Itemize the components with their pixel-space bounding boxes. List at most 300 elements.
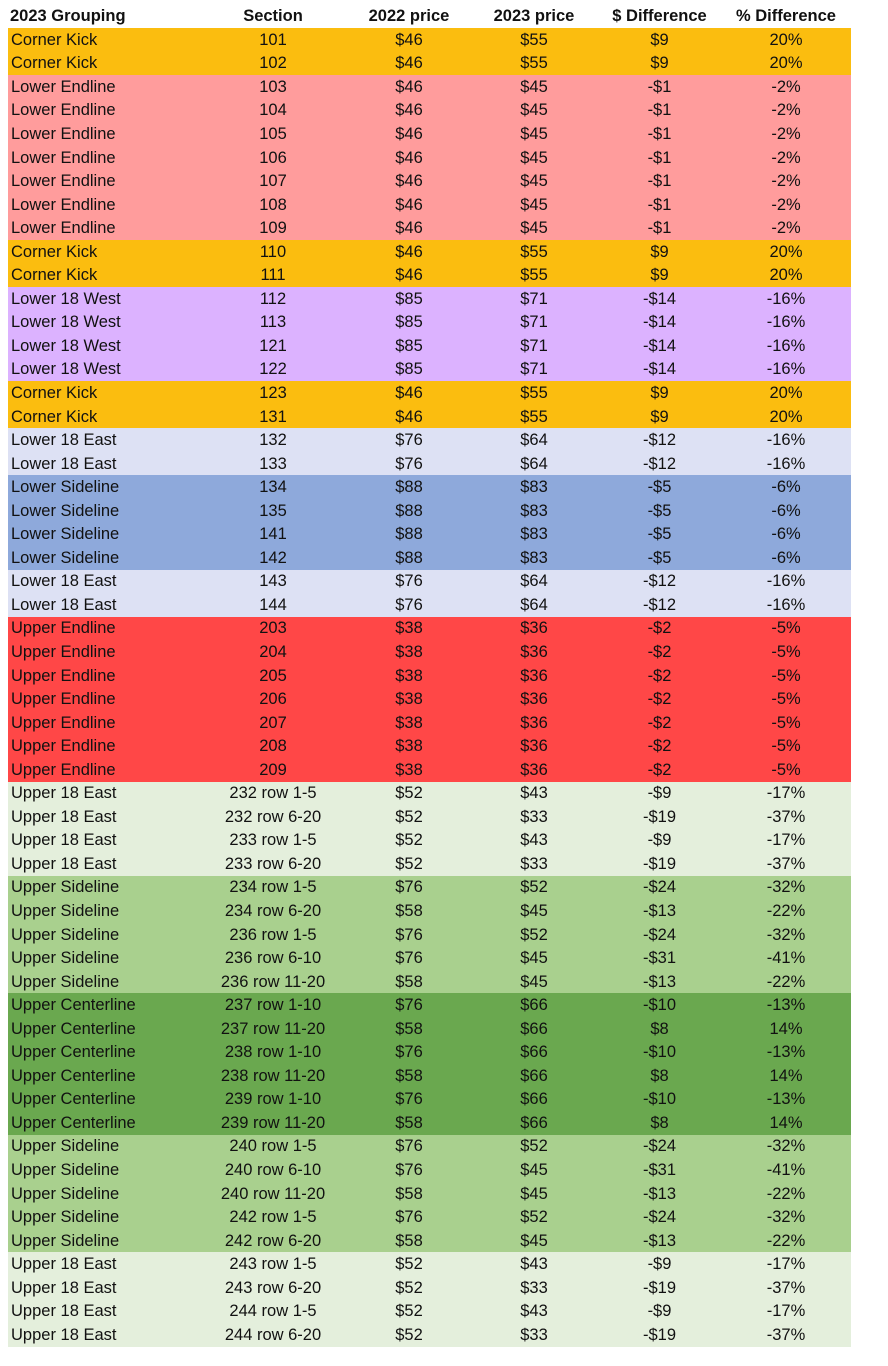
cell-2022-price: $58 xyxy=(395,902,423,920)
cell-dollar-difference: -$14 xyxy=(642,313,677,332)
table-row xyxy=(8,1182,851,1206)
cell-grouping: Lower 18 East xyxy=(11,454,117,473)
cell-2023-price: $66 xyxy=(520,1113,548,1132)
cell-2022-price: $76 xyxy=(395,925,423,944)
cell-2022-price: $76 xyxy=(395,1161,423,1180)
cell-section: 101 xyxy=(259,30,287,49)
table-row xyxy=(8,1205,851,1229)
cell-2022-price: $38 xyxy=(395,737,423,756)
cell-section: 111 xyxy=(260,266,286,285)
cell-grouping: Upper Endline xyxy=(11,713,116,732)
cell-2022-price: $76 xyxy=(395,1208,423,1227)
cell-dollar-difference: -$2 xyxy=(647,737,672,756)
cell-dollar-difference: -$1 xyxy=(647,148,672,167)
cell-section: 232 row 6-20 xyxy=(224,807,322,826)
cell-grouping: Lower Endline xyxy=(11,124,116,143)
cell-section: 134 xyxy=(259,478,287,497)
cell-section: 240 row 6-10 xyxy=(224,1161,322,1180)
cell-dollar-difference: -$9 xyxy=(647,1255,672,1274)
cell-section: 135 xyxy=(259,501,287,520)
cell-2022-price: $46 xyxy=(395,30,423,49)
cell-2023-price: $66 xyxy=(520,1066,548,1085)
cell-percent-difference: -2% xyxy=(771,195,801,214)
cell-2023-price: $45 xyxy=(520,101,548,120)
cell-percent-difference: -2% xyxy=(771,219,801,238)
table-row xyxy=(8,452,851,476)
cell-2022-price: $52 xyxy=(395,807,423,826)
cell-2022-price: $88 xyxy=(395,548,423,567)
cell-section: 232 row 1-5 xyxy=(229,784,317,803)
table-row xyxy=(8,876,851,900)
cell-2022-price: $76 xyxy=(395,431,423,450)
table-row xyxy=(8,782,851,806)
cell-section: 206 xyxy=(259,690,287,709)
cell-section: 203 xyxy=(259,619,287,638)
cell-percent-difference: 20% xyxy=(769,407,803,426)
cell-2022-price: $76 xyxy=(395,1043,423,1062)
cell-dollar-difference: $9 xyxy=(650,30,669,49)
cell-dollar-difference: $9 xyxy=(650,242,669,261)
cell-2023-price: $43 xyxy=(520,1255,548,1274)
cell-percent-difference: -5% xyxy=(771,642,801,661)
cell-grouping: Upper Centerline xyxy=(11,1113,136,1132)
cell-2022-price: $88 xyxy=(395,501,423,520)
cell-section: 237 row 1-10 xyxy=(224,996,322,1015)
cell-2023-price: $36 xyxy=(520,666,548,685)
cell-2022-price: $58 xyxy=(395,1231,423,1250)
cell-percent-difference: 14% xyxy=(769,1066,803,1085)
cell-2023-price: $36 xyxy=(520,619,548,638)
cell-grouping: Corner Kick xyxy=(11,30,98,49)
cell-dollar-difference: -$13 xyxy=(642,902,677,920)
cell-2022-price: $58 xyxy=(395,1019,423,1038)
cell-2023-price: $45 xyxy=(520,219,548,238)
table-row xyxy=(8,381,851,405)
cell-2022-price: $46 xyxy=(395,242,423,261)
cell-grouping: Lower Sideline xyxy=(11,525,120,544)
price-table xyxy=(8,4,851,1347)
cell-section: 106 xyxy=(259,148,287,167)
cell-section: 132 xyxy=(259,431,287,450)
cell-percent-difference: -13% xyxy=(766,1043,806,1062)
cell-dollar-difference: -$2 xyxy=(647,642,672,661)
cell-dollar-difference: -$9 xyxy=(647,1302,672,1321)
cell-dollar-difference: -$10 xyxy=(642,1043,677,1062)
header-percent-difference: % Difference xyxy=(721,4,851,28)
cell-dollar-difference: $9 xyxy=(650,266,669,285)
table-row xyxy=(8,852,851,876)
cell-dollar-difference: -$12 xyxy=(642,595,677,614)
cell-percent-difference: -37% xyxy=(766,807,806,826)
cell-dollar-difference: -$5 xyxy=(647,525,672,544)
cell-section: 243 row 6-20 xyxy=(224,1278,322,1297)
cell-grouping: Upper 18 East xyxy=(11,831,117,850)
cell-section: 142 xyxy=(259,548,287,567)
cell-section: 133 xyxy=(259,454,287,473)
cell-percent-difference: -2% xyxy=(771,172,801,191)
cell-grouping: Upper 18 East xyxy=(11,1302,117,1321)
cell-percent-difference: -17% xyxy=(766,831,806,850)
cell-2023-price: $64 xyxy=(520,572,548,591)
cell-grouping: Upper 18 East xyxy=(11,1278,117,1297)
cell-2023-price: $55 xyxy=(520,30,548,49)
cell-grouping: Lower Sideline xyxy=(11,501,120,520)
cell-2023-price: $45 xyxy=(520,148,548,167)
cell-dollar-difference: -$12 xyxy=(642,572,677,591)
table-row xyxy=(8,52,851,76)
cell-2023-price: $66 xyxy=(520,1043,548,1062)
cell-dollar-difference: $9 xyxy=(650,54,669,73)
cell-percent-difference: -37% xyxy=(766,1325,806,1344)
cell-dollar-difference: -$10 xyxy=(642,1090,677,1109)
cell-percent-difference: -2% xyxy=(771,124,801,143)
cell-2023-price: $52 xyxy=(520,1137,548,1156)
cell-2022-price: $46 xyxy=(395,101,423,120)
cell-2022-price: $46 xyxy=(395,54,423,73)
table-row xyxy=(8,334,851,358)
header-2022-price: 2022 price xyxy=(348,4,470,28)
table-row xyxy=(8,75,851,99)
cell-grouping: Upper Endline xyxy=(11,690,116,709)
cell-grouping: Upper Endline xyxy=(11,760,116,779)
cell-2023-price: $66 xyxy=(520,1019,548,1038)
cell-2022-price: $52 xyxy=(395,1278,423,1297)
table-row xyxy=(8,1229,851,1253)
cell-percent-difference: -6% xyxy=(771,525,801,544)
cell-2022-price: $88 xyxy=(395,478,423,497)
cell-dollar-difference: -$12 xyxy=(642,431,677,450)
cell-2022-price: $76 xyxy=(395,996,423,1015)
cell-2022-price: $76 xyxy=(395,1137,423,1156)
cell-section: 244 row 1-5 xyxy=(229,1302,317,1321)
header-2023-price: 2023 price xyxy=(470,4,598,28)
cell-grouping: Lower 18 East xyxy=(11,431,117,450)
header-grouping: 2023 Grouping xyxy=(8,4,198,28)
cell-section: 122 xyxy=(259,360,287,379)
cell-grouping: Lower 18 East xyxy=(11,572,117,591)
cell-dollar-difference: -$13 xyxy=(642,1184,677,1203)
cell-2023-price: $36 xyxy=(520,737,548,756)
cell-percent-difference: -32% xyxy=(766,925,806,944)
cell-grouping: Lower Endline xyxy=(11,77,116,96)
cell-dollar-difference: -$14 xyxy=(642,336,677,355)
cell-grouping: Upper 18 East xyxy=(11,1255,117,1274)
table-row xyxy=(8,122,851,146)
cell-percent-difference: -17% xyxy=(766,784,806,803)
cell-dollar-difference: -$1 xyxy=(647,77,672,96)
cell-section: 109 xyxy=(259,219,287,238)
cell-dollar-difference: -$2 xyxy=(647,619,672,638)
cell-dollar-difference: -$2 xyxy=(647,760,672,779)
cell-percent-difference: -5% xyxy=(771,760,801,779)
cell-dollar-difference: -$31 xyxy=(642,1161,677,1180)
cell-grouping: Upper Endline xyxy=(11,737,116,756)
cell-dollar-difference: -$1 xyxy=(647,124,672,143)
cell-2022-price: $76 xyxy=(395,595,423,614)
cell-2022-price: $38 xyxy=(395,666,423,685)
cell-dollar-difference: -$5 xyxy=(647,501,672,520)
cell-2023-price: $43 xyxy=(520,1302,548,1321)
cell-2023-price: $33 xyxy=(520,807,548,826)
cell-section: 204 xyxy=(259,642,287,661)
cell-section: 112 xyxy=(259,289,287,308)
cell-2022-price: $52 xyxy=(395,831,423,850)
cell-percent-difference: -16% xyxy=(766,313,806,332)
cell-2022-price: $46 xyxy=(395,124,423,143)
cell-2023-price: $55 xyxy=(520,383,548,402)
cell-grouping: Lower Endline xyxy=(11,101,116,120)
cell-dollar-difference: -$1 xyxy=(647,101,672,120)
cell-section: 143 xyxy=(259,572,287,591)
cell-section: 108 xyxy=(259,195,287,214)
table-row xyxy=(8,28,851,52)
cell-grouping: Upper Centerline xyxy=(11,1066,136,1085)
cell-grouping: Upper Sideline xyxy=(11,902,120,920)
cell-dollar-difference: -$12 xyxy=(642,454,677,473)
cell-2023-price: $45 xyxy=(520,195,548,214)
cell-2022-price: $52 xyxy=(395,854,423,873)
table-row xyxy=(8,1252,851,1276)
cell-dollar-difference: -$5 xyxy=(647,548,672,567)
cell-percent-difference: -6% xyxy=(771,548,801,567)
cell-2023-price: $55 xyxy=(520,242,548,261)
cell-percent-difference: -22% xyxy=(766,972,806,991)
cell-2022-price: $52 xyxy=(395,1302,423,1321)
cell-percent-difference: -37% xyxy=(766,854,806,873)
cell-section: 110 xyxy=(259,242,287,261)
cell-percent-difference: -5% xyxy=(771,666,801,685)
cell-2023-price: $64 xyxy=(520,454,548,473)
table-row xyxy=(8,146,851,170)
cell-section: 121 xyxy=(259,336,287,355)
cell-grouping: Upper Sideline xyxy=(11,972,120,991)
table-row xyxy=(8,240,851,264)
cell-percent-difference: -13% xyxy=(766,1090,806,1109)
cell-section: 238 row 11-20 xyxy=(220,1066,326,1085)
cell-2023-price: $64 xyxy=(520,431,548,450)
cell-section: 113 xyxy=(259,313,287,332)
table-row xyxy=(8,946,851,970)
cell-2023-price: $45 xyxy=(520,902,548,920)
cell-grouping: Lower Sideline xyxy=(11,548,120,567)
cell-dollar-difference: -$14 xyxy=(642,360,677,379)
cell-grouping: Upper 18 East xyxy=(11,807,117,826)
cell-section: 234 row 1-5 xyxy=(229,878,317,897)
cell-percent-difference: -2% xyxy=(771,148,801,167)
cell-dollar-difference: -$14 xyxy=(642,289,677,308)
cell-grouping: Lower 18 West xyxy=(11,289,121,308)
cell-2023-price: $36 xyxy=(520,690,548,709)
cell-grouping: Upper Sideline xyxy=(11,949,120,968)
cell-grouping: Corner Kick xyxy=(11,266,98,285)
cell-2022-price: $58 xyxy=(395,1184,423,1203)
cell-percent-difference: -5% xyxy=(771,713,801,732)
cell-2022-price: $46 xyxy=(395,219,423,238)
cell-section: 102 xyxy=(259,54,287,73)
cell-2022-price: $38 xyxy=(395,713,423,732)
cell-section: 209 xyxy=(259,760,287,779)
cell-grouping: Upper Sideline xyxy=(11,1137,120,1156)
cell-grouping: Lower Endline xyxy=(11,172,116,191)
cell-percent-difference: -41% xyxy=(766,949,806,968)
table-row xyxy=(8,1276,851,1300)
table-row xyxy=(8,1300,851,1324)
cell-dollar-difference: -$1 xyxy=(647,172,672,191)
cell-percent-difference: -5% xyxy=(771,619,801,638)
cell-2023-price: $36 xyxy=(520,713,548,732)
cell-percent-difference: -22% xyxy=(766,902,806,920)
table-row xyxy=(8,358,851,382)
cell-dollar-difference: -$19 xyxy=(642,1278,677,1297)
cell-grouping: Upper 18 East xyxy=(11,784,117,803)
cell-2022-price: $76 xyxy=(395,454,423,473)
cell-section: 240 row 1-5 xyxy=(229,1137,317,1156)
cell-2023-price: $52 xyxy=(520,925,548,944)
cell-2023-price: $45 xyxy=(520,1231,548,1250)
cell-percent-difference: 20% xyxy=(769,383,803,402)
cell-dollar-difference: -$2 xyxy=(647,713,672,732)
table-row xyxy=(8,499,851,523)
cell-percent-difference: 20% xyxy=(769,30,803,49)
cell-section: 104 xyxy=(259,101,287,120)
cell-grouping: Upper Centerline xyxy=(11,1019,136,1038)
cell-dollar-difference: -$24 xyxy=(642,1137,677,1156)
cell-section: 244 row 6-20 xyxy=(224,1325,322,1344)
table-row xyxy=(8,640,851,664)
cell-grouping: Upper Sideline xyxy=(11,1231,120,1250)
cell-grouping: Lower Endline xyxy=(11,148,116,167)
table-row xyxy=(8,805,851,829)
cell-section: 239 row 11-20 xyxy=(220,1113,326,1132)
table-row xyxy=(8,570,851,594)
cell-2023-price: $33 xyxy=(520,1278,548,1297)
cell-2023-price: $71 xyxy=(520,289,548,308)
table-row xyxy=(8,1111,851,1135)
cell-grouping: Lower 18 East xyxy=(11,595,117,614)
cell-percent-difference: -6% xyxy=(771,501,801,520)
cell-2022-price: $88 xyxy=(395,525,423,544)
cell-2022-price: $38 xyxy=(395,619,423,638)
table-row xyxy=(8,1041,851,1065)
cell-2022-price: $76 xyxy=(395,878,423,897)
cell-section: 144 xyxy=(259,595,287,614)
cell-dollar-difference: -$2 xyxy=(647,690,672,709)
cell-grouping: Lower Sideline xyxy=(11,478,120,497)
cell-grouping: Lower Endline xyxy=(11,219,116,238)
cell-grouping: Corner Kick xyxy=(11,54,98,73)
cell-percent-difference: 14% xyxy=(769,1019,803,1038)
cell-dollar-difference: -$5 xyxy=(647,478,672,497)
table-row xyxy=(8,405,851,429)
cell-2022-price: $46 xyxy=(395,148,423,167)
cell-percent-difference: -37% xyxy=(766,1278,806,1297)
cell-2022-price: $52 xyxy=(395,784,423,803)
header-section: Section xyxy=(198,4,348,28)
cell-grouping: Upper Sideline xyxy=(11,925,120,944)
cell-section: 105 xyxy=(259,124,287,143)
cell-2022-price: $85 xyxy=(395,289,423,308)
cell-2023-price: $55 xyxy=(520,54,548,73)
table-row xyxy=(8,263,851,287)
cell-2022-price: $46 xyxy=(395,266,423,285)
cell-2022-price: $52 xyxy=(395,1325,423,1344)
cell-dollar-difference: -$1 xyxy=(647,219,672,238)
table-row xyxy=(8,475,851,499)
cell-section: 205 xyxy=(259,666,287,685)
cell-percent-difference: -2% xyxy=(771,101,801,120)
cell-2023-price: $83 xyxy=(520,501,548,520)
cell-2023-price: $64 xyxy=(520,595,548,614)
cell-2022-price: $46 xyxy=(395,383,423,402)
cell-section: 141 xyxy=(259,525,287,544)
cell-section: 237 row 11-20 xyxy=(220,1019,326,1038)
cell-2023-price: $45 xyxy=(520,949,548,968)
cell-grouping: Corner Kick xyxy=(11,383,98,402)
cell-2022-price: $76 xyxy=(395,1090,423,1109)
cell-dollar-difference: -$19 xyxy=(642,807,677,826)
cell-2023-price: $45 xyxy=(520,172,548,191)
header-row xyxy=(8,4,851,28)
table-row xyxy=(8,1135,851,1159)
cell-section: 239 row 1-10 xyxy=(224,1090,322,1109)
cell-dollar-difference: $8 xyxy=(650,1066,669,1085)
cell-2022-price: $46 xyxy=(395,172,423,191)
cell-dollar-difference: -$2 xyxy=(647,666,672,685)
cell-percent-difference: -17% xyxy=(766,1302,806,1321)
price-table-sheet xyxy=(8,4,851,1347)
cell-grouping: Upper Sideline xyxy=(11,878,120,897)
cell-percent-difference: 20% xyxy=(769,266,803,285)
cell-2022-price: $58 xyxy=(395,972,423,991)
cell-dollar-difference: -$19 xyxy=(642,1325,677,1344)
cell-2023-price: $36 xyxy=(520,760,548,779)
cell-2023-price: $83 xyxy=(520,525,548,544)
cell-grouping: Upper 18 East xyxy=(11,854,117,873)
cell-2022-price: $76 xyxy=(395,949,423,968)
cell-grouping: Corner Kick xyxy=(11,242,98,261)
cell-section: 208 xyxy=(259,737,287,756)
cell-2022-price: $46 xyxy=(395,407,423,426)
cell-2023-price: $43 xyxy=(520,831,548,850)
cell-grouping: Upper Centerline xyxy=(11,996,136,1015)
cell-percent-difference: -22% xyxy=(766,1184,806,1203)
table-row xyxy=(8,193,851,217)
cell-2022-price: $58 xyxy=(395,1113,423,1132)
cell-2023-price: $43 xyxy=(520,784,548,803)
cell-dollar-difference: -$10 xyxy=(642,996,677,1015)
cell-section: 240 row 11-20 xyxy=(220,1184,326,1203)
cell-grouping: Lower 18 West xyxy=(11,360,121,379)
cell-2022-price: $76 xyxy=(395,572,423,591)
cell-2022-price: $85 xyxy=(395,336,423,355)
cell-dollar-difference: -$9 xyxy=(647,831,672,850)
cell-section: 123 xyxy=(259,383,287,402)
cell-2023-price: $66 xyxy=(520,1090,548,1109)
cell-dollar-difference: $9 xyxy=(650,407,669,426)
cell-grouping: Lower 18 West xyxy=(11,336,121,355)
cell-dollar-difference: $8 xyxy=(650,1113,669,1132)
cell-2022-price: $38 xyxy=(395,760,423,779)
cell-2023-price: $71 xyxy=(520,336,548,355)
cell-grouping: Lower 18 West xyxy=(11,313,121,332)
cell-2023-price: $66 xyxy=(520,996,548,1015)
cell-percent-difference: -6% xyxy=(771,478,801,497)
cell-2023-price: $45 xyxy=(520,1161,548,1180)
cell-grouping: Upper 18 East xyxy=(11,1325,117,1344)
cell-section: 236 row 11-20 xyxy=(220,972,326,991)
cell-2023-price: $83 xyxy=(520,478,548,497)
cell-grouping: Upper Sideline xyxy=(11,1161,120,1180)
